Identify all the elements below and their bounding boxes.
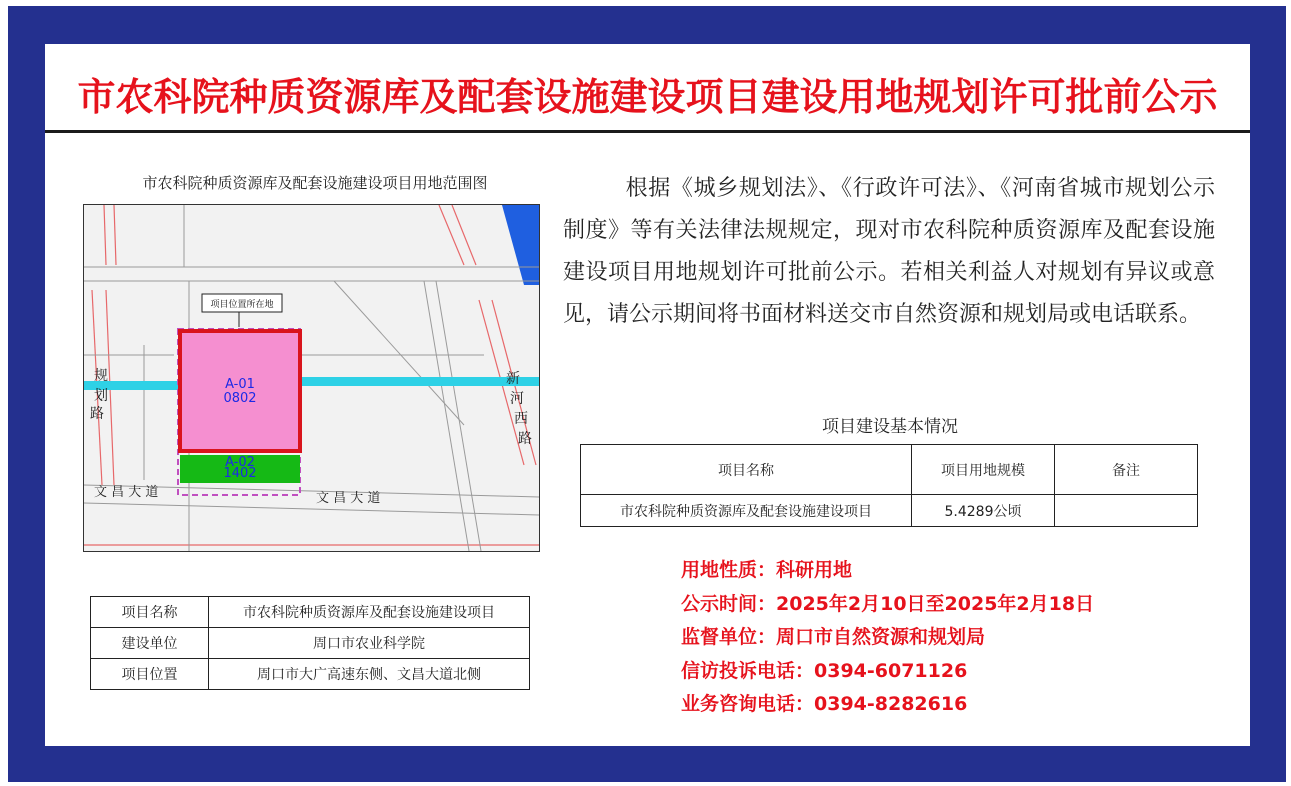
- notice-panel: [45, 44, 1250, 746]
- table-cell: [1055, 495, 1198, 527]
- column-header: 项目用地规模: [912, 445, 1055, 495]
- land-use-line: 用地性质：科研用地: [681, 559, 853, 581]
- basic-info-title: 项目建设基本情况: [822, 417, 958, 437]
- table-cell: 5.4289公顷: [912, 495, 1055, 527]
- road-bottom-left: 文 昌 大 道: [94, 485, 159, 500]
- parcel1-code: A-01: [225, 377, 255, 392]
- notice-period-line: 公示时间：2025年2月10日至2025年2月18日: [681, 592, 1095, 615]
- supervisor-line: 监督单位：周口市自然资源和规划局: [681, 626, 986, 648]
- callout-label: 项目位置所在地: [210, 300, 274, 310]
- info-value: 周口市大广高速东侧、文昌大道北侧: [209, 659, 530, 690]
- info-key: 建设单位: [91, 628, 209, 659]
- info-value: 市农科院种质资源库及配套设施建设项目: [209, 597, 530, 628]
- table-header-row: [581, 445, 1198, 495]
- table-row: [91, 659, 530, 690]
- map-caption: 市农科院种质资源库及配套设施建设项目用地范围图: [142, 174, 488, 192]
- parcel2-code: A-02: [225, 455, 255, 470]
- parcel1-num: 0802: [223, 391, 257, 406]
- red-info-block: [681, 554, 1094, 722]
- road-right-char-3: 西: [514, 411, 528, 427]
- info-key: 项目位置: [91, 659, 209, 690]
- column-header: 备注: [1055, 445, 1198, 495]
- road-left-char-3: 路: [90, 406, 104, 422]
- road-right-char-4: 路: [518, 431, 532, 447]
- info-key: 项目名称: [91, 597, 209, 628]
- info-value: 周口市农业科学院: [209, 628, 530, 659]
- site-map: [83, 204, 540, 552]
- title-divider: [45, 130, 1250, 133]
- consult-phone-line: 业务咨询电话：0394-8282616: [681, 693, 968, 715]
- column-header: 项目名称: [581, 445, 912, 495]
- road-left-char-2: 划: [94, 388, 108, 404]
- river-cyan-right: [302, 377, 539, 386]
- road-right-char-1: 新: [506, 371, 520, 387]
- notice-text: 根据《城乡规划法》、《行政许可法》、《河南省城市规划公示制度》等有关法律法规规定，现对市农科院种质资源库及配套设施建设项目用地规划许可批前公示。若相关利益人对规划有异议或意见，请公示期间将书面材料送交市自然资源和规划局或电话联系。: [563, 176, 1215, 327]
- table-row: [581, 495, 1198, 527]
- complaint-phone-line: 信访投诉电话：0394-6071126: [681, 659, 968, 682]
- road-bottom-right: 文 昌 大 道: [316, 491, 381, 506]
- table-cell: 市农科院种质资源库及配套设施建设项目: [581, 495, 912, 527]
- parcel2-num: 1402: [223, 466, 257, 481]
- table-row: [91, 597, 530, 628]
- table-row: [91, 628, 530, 659]
- project-info-table: [90, 596, 530, 690]
- notice-body: [563, 168, 1215, 336]
- road-left-char-1: 规: [94, 368, 108, 384]
- page-title: 市农科院种质资源库及配套设施建设项目建设用地规划许可批前公示: [77, 75, 1218, 119]
- road-right-char-2: 河: [510, 391, 524, 407]
- basic-info-table: [580, 444, 1198, 527]
